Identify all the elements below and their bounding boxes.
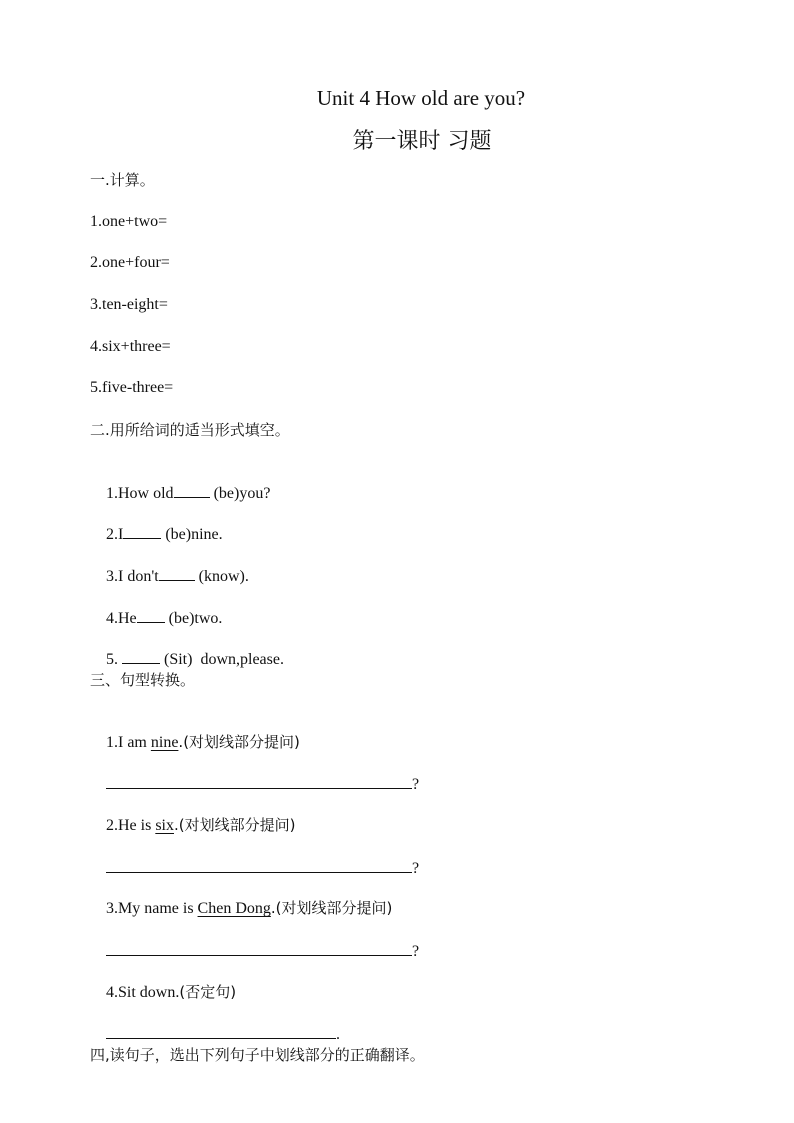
transform-item-1-pre: 1.I am xyxy=(106,734,151,751)
fill-item-1-post: (be)you? xyxy=(209,485,271,502)
calc-item-2: 2.one+four= xyxy=(90,254,170,271)
fill-item-4-post: (be)two. xyxy=(164,610,223,627)
fill-item-3-post: (know). xyxy=(194,568,249,585)
transform-item-2-post: .(对划线部分提问) xyxy=(174,816,296,834)
fill-item-4-pre: 4.He xyxy=(106,610,137,627)
answer-end-1: ? xyxy=(412,776,420,793)
answer-end-3: ? xyxy=(412,943,420,960)
transform-item-3-post: .(对划线部分提问) xyxy=(270,899,393,917)
fill-item-5-pre: 5. xyxy=(106,651,122,668)
fill-item-2-post: (be)nine. xyxy=(161,526,223,543)
calc-item-3: 3.ten-eight= xyxy=(90,296,168,313)
fill-item-3-pre: 3.I don't xyxy=(106,568,159,585)
fill-blank-2[interactable] xyxy=(123,523,161,539)
transform-item-1-post: .(对划线部分提问) xyxy=(178,733,300,751)
answer-end-4: . xyxy=(336,1026,340,1043)
transform-item-1-underlined: nine xyxy=(150,734,179,751)
fill-item-2-pre: 2.I xyxy=(106,526,124,543)
section2-heading: 二.用所给词的适当形式填空。 xyxy=(90,421,290,439)
calc-item-1: 1.one+two= xyxy=(90,213,168,230)
transform-item-4-pre: 4.Sit down. xyxy=(106,984,180,1001)
transform-item-3-underlined: Chen Dong xyxy=(197,900,271,917)
answer-blank-3[interactable] xyxy=(106,940,412,956)
transform-item-2-underlined: six xyxy=(155,817,174,834)
fill-item-1-pre: 1.How old xyxy=(106,485,174,502)
section3-heading: 三、句型转换。 xyxy=(90,671,196,689)
section1-heading: 一.计算。 xyxy=(90,171,155,189)
answer-blank-1[interactable] xyxy=(106,773,412,789)
worksheet-subtitle: 第一课时 习题 xyxy=(352,129,492,154)
transform-item-3-pre: 3.My name is xyxy=(106,900,198,917)
answer-blank-4[interactable] xyxy=(106,1023,336,1039)
fill-blank-3[interactable] xyxy=(159,565,195,581)
answer-blank-2[interactable] xyxy=(106,857,412,873)
section4-heading: 四,读句子，选出下列句子中划线部分的正确翻译。 xyxy=(90,1046,425,1064)
worksheet-title: Unit 4 How old are you? xyxy=(316,86,526,110)
transform-item-4-post: (否定句) xyxy=(179,983,237,1001)
fill-blank-4[interactable] xyxy=(137,607,165,623)
fill-item-5-post: (Sit) down,please. xyxy=(160,651,284,668)
fill-blank-5[interactable] xyxy=(122,648,160,664)
fill-blank-1[interactable] xyxy=(174,482,210,498)
calc-item-4: 4.six+three= xyxy=(90,338,171,355)
calc-item-5: 5.five-three= xyxy=(90,379,174,396)
transform-item-2-pre: 2.He is xyxy=(106,817,156,834)
answer-end-2: ? xyxy=(412,860,420,877)
